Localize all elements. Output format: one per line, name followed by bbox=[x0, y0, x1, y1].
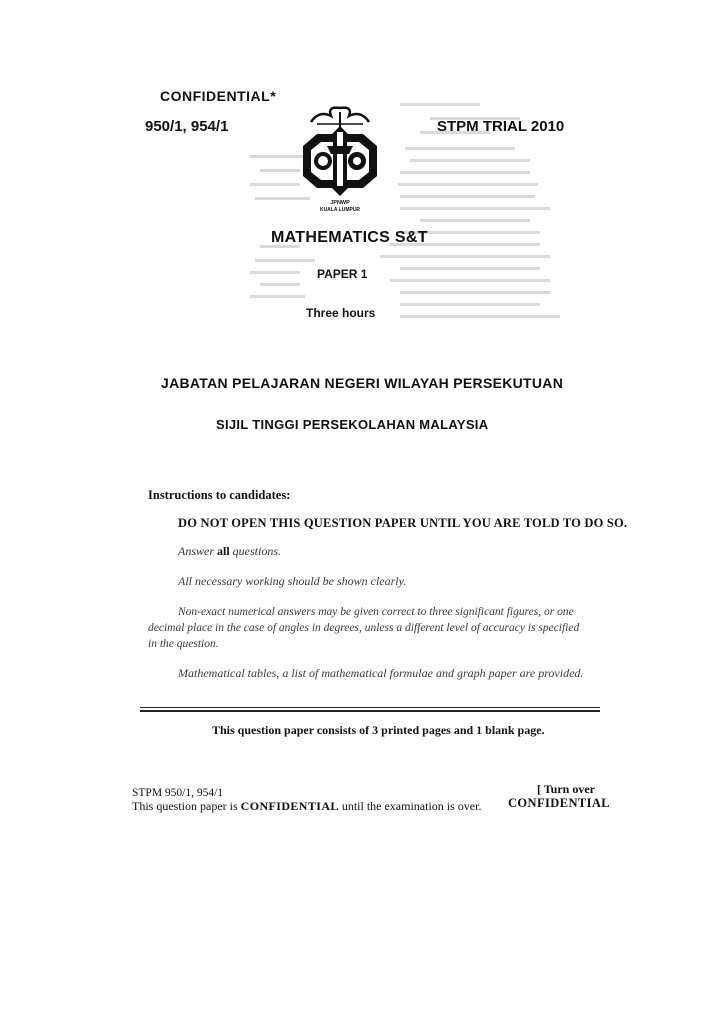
exam-duration: Three hours bbox=[306, 306, 376, 320]
footer-note-prefix: This question paper is bbox=[132, 799, 238, 813]
confidential-label-bottom: CONFIDENTIAL bbox=[508, 796, 611, 810]
footer-paper-codes: STPM 950/1, 954/1 bbox=[132, 787, 224, 799]
paper-codes: 950/1, 954/1 bbox=[145, 118, 229, 135]
logo-caption-line1: JPNWP bbox=[330, 200, 350, 206]
turn-over-label: [ Turn over bbox=[537, 782, 596, 796]
instruction-accuracy: Non-exact numerical answers may be given correct to three significant figures, or one decimal place in the case of angles in degrees, unless a different level of accuracy is specified in the question. bbox=[148, 606, 580, 650]
instruction-answer-suffix: questions. bbox=[232, 544, 282, 558]
trial-label: STPM TRIAL 2010 bbox=[437, 118, 565, 135]
divider-line bbox=[140, 707, 600, 708]
footer-note-strong: CONFIDENTIAL bbox=[240, 799, 339, 813]
instruction-answer-all-word: all bbox=[217, 544, 230, 558]
paper-number: PAPER 1 bbox=[317, 267, 368, 281]
instruction-answer-prefix: Answer bbox=[178, 544, 214, 558]
instruction-answer-all bbox=[178, 544, 281, 559]
footer-confidential-note bbox=[132, 799, 481, 814]
instruction-do-not-open: DO NOT OPEN THIS QUESTION PAPER UNTIL YOU ARE TOLD TO DO SO. bbox=[178, 516, 628, 530]
divider-line-thick bbox=[140, 710, 600, 712]
instruction-materials: Mathematical tables, a list of mathematical formulae and graph paper are provided. bbox=[178, 666, 584, 680]
footer-note-suffix: until the examination is over. bbox=[341, 799, 482, 813]
logo-caption-line2: KUALA LUMPUR bbox=[319, 207, 361, 213]
pages-note: This question paper consists of 3 printed pages and 1 blank page. bbox=[212, 723, 545, 737]
department-name: JABATAN PELAJARAN NEGERI WILAYAH PERSEKUTUAN bbox=[161, 375, 564, 391]
instruction-show-working: All necessary working should be shown clearly. bbox=[178, 574, 407, 588]
instructions-heading: Instructions to candidates: bbox=[148, 488, 291, 502]
subject-title: MATHEMATICS S&T bbox=[271, 229, 428, 246]
jpnwp-crest-logo bbox=[297, 104, 383, 216]
examination-name: SIJIL TINGGI PERSEKOLAHAN MALAYSIA bbox=[216, 417, 489, 432]
confidential-label-top: CONFIDENTIAL* bbox=[160, 88, 277, 104]
